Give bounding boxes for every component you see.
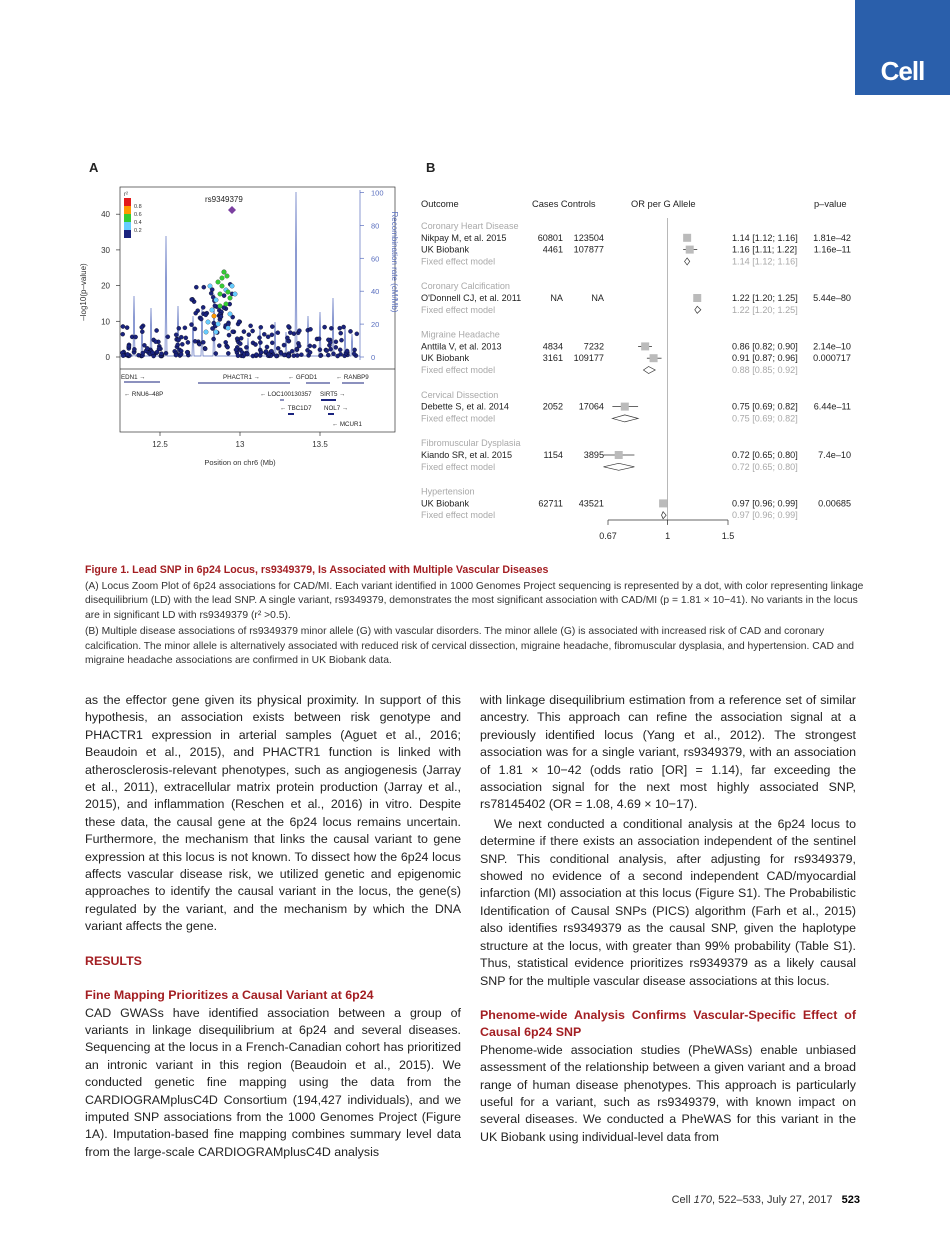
variant-point — [286, 324, 290, 328]
variant-point — [210, 308, 215, 313]
caption-b: (B) Multiple disease associations of rs9349379 minor allele (G) with vascular disorders. The minor allele (G) is associated with increased risk of CAD and coronary calcification. The minor allele is alternatively associated with reduced risk of cervical dissection, migraine headache, fibromuscular dysplasia, and hypertension. CAD and migraine headache associations are confirmed in UK Biobank data. — [85, 626, 855, 666]
variant-point — [238, 342, 242, 346]
caption-title: Figure 1. Lead SNP in 6p24 Locus, rs9349379, Is Associated with Multiple Vascular Diseases — [85, 564, 549, 576]
header-outcome: Outcome — [421, 199, 459, 209]
variant-point — [242, 330, 246, 334]
variant-point — [266, 335, 270, 339]
variant-point — [203, 347, 207, 351]
variant-point — [270, 333, 274, 337]
header-pvalue: p–value — [814, 199, 847, 209]
controls: 7232 — [583, 341, 604, 352]
group-label: Coronary Calcification — [421, 281, 510, 292]
variant-point — [265, 345, 269, 349]
variant-point — [190, 297, 194, 301]
variant-point — [121, 324, 125, 328]
paragraph: as the effector gene given its physical proximity. In support of this hypothesis, an association exists between risk genotype and PHACTR1 expression in arterial samples (Aguet et al., 2016; Beaudoin et al., 2015), and PHACTR1 function is linked with atherosclerosis-relevant phenotypes, such as angiogenesis (Jarray et al., 2011), extracellular matrix protein production (Jarray et al., 2015), and inflammation (Reschen et al., 2016) in vitro. Despite these data, the causal gene at the 6p24 locus remains uncertain. Furthermore, the mechanism that links the causal variant to gene expression at this locus is not known. To dissect how the 6p24 locus affects vascular disease risk, we utilized genetic and epigenomic approaches to identify the causal variant in the locus, the gene(s) regulated by the variant, and the mechanism by which the DNA variant affects the gene. — [85, 693, 461, 934]
variant-point — [179, 352, 183, 356]
ci-text: 0.97 [0.96; 0.99] — [732, 498, 798, 509]
variant-point — [214, 351, 218, 355]
x-axis — [152, 432, 328, 449]
variant-point — [342, 325, 346, 329]
variant-point — [184, 336, 188, 340]
variant-point — [228, 312, 233, 317]
variant-point — [244, 345, 248, 349]
variant-point — [214, 330, 219, 335]
page-footer: Cell 170, 522–533, July 27, 2017 523 — [671, 1194, 860, 1206]
controls: 43521 — [578, 498, 604, 509]
variant-point — [210, 326, 214, 330]
fixed-diamond — [662, 512, 667, 519]
variant-point — [270, 325, 274, 329]
y-tick-label: 20 — [101, 281, 110, 291]
x-tick-label: 0.67 — [599, 531, 617, 541]
lead-snp-marker — [228, 206, 236, 214]
fixed-diamond — [685, 258, 690, 265]
x-tick-label: 1.5 — [721, 531, 735, 541]
ci-text: 0.75 [0.69; 0.82] — [732, 401, 798, 412]
variant-point — [282, 343, 286, 347]
variant-point — [201, 340, 205, 344]
variant-point — [299, 353, 303, 357]
svg-text:r²: r² — [124, 192, 128, 198]
variant-point — [318, 354, 322, 358]
variant-point — [276, 331, 280, 335]
x-tick-label: 1 — [665, 531, 671, 541]
variant-point — [338, 326, 342, 330]
x-label: Position on chr6 (Mb) — [204, 458, 276, 467]
variant-point — [213, 304, 217, 308]
fixed-diamond — [612, 415, 638, 422]
variant-point — [121, 354, 125, 358]
variant-point — [336, 354, 340, 358]
variant-point — [225, 274, 230, 279]
figure-caption — [85, 563, 867, 671]
study-square — [615, 451, 623, 459]
y-right-tick-label: 0 — [371, 353, 376, 362]
cases: 2052 — [542, 401, 563, 412]
y-right-tick-label: 20 — [371, 320, 380, 330]
cases: 60801 — [537, 232, 563, 243]
variant-point — [290, 349, 294, 353]
variant-point — [176, 343, 180, 347]
svg-text:0.6: 0.6 — [134, 212, 142, 218]
fixed-ci-text: 0.88 [0.85; 0.92] — [732, 365, 798, 375]
gene-label: ← RANBP9 — [336, 374, 369, 381]
variant-point — [226, 326, 231, 331]
variant-point — [204, 313, 208, 317]
variant-point — [220, 284, 225, 289]
variant-point — [216, 280, 221, 285]
y-tick-label: 40 — [101, 210, 110, 220]
variant-point — [194, 311, 198, 315]
variant-point — [258, 340, 262, 344]
variant-point — [166, 335, 170, 339]
fixed-ci-text: 0.75 [0.69; 0.82] — [732, 413, 798, 424]
y-right-tick-label: 40 — [371, 287, 380, 297]
variant-point — [318, 348, 322, 352]
variant-point — [155, 328, 159, 332]
fixed-label: Fixed effect model — [421, 510, 496, 521]
locus-zoom-plot — [80, 182, 420, 472]
variant-point — [292, 354, 296, 358]
fixed-diamond — [643, 367, 655, 374]
ci-text: 1.16 [1.11; 1.22] — [732, 244, 798, 255]
p-value: 2.14e–10 — [813, 341, 851, 352]
group-label: Cervical Dissection — [421, 389, 499, 400]
variant-points — [120, 270, 359, 358]
fixed-ci-text: 1.14 [1.12; 1.16] — [732, 256, 798, 267]
variant-point — [164, 351, 168, 355]
y-right-tick-label: 100 — [371, 188, 384, 198]
variant-point — [312, 344, 316, 348]
variant-point — [202, 285, 206, 289]
variant-point — [214, 298, 219, 303]
variant-point — [325, 349, 329, 353]
variant-point — [159, 352, 163, 356]
variant-point — [209, 291, 213, 295]
variant-point — [222, 294, 226, 298]
fixed-ci-text: 0.72 [0.65; 0.80] — [732, 461, 798, 472]
variant-point — [262, 332, 266, 336]
variant-point — [204, 330, 209, 335]
variant-point — [231, 330, 235, 334]
variant-point — [355, 332, 359, 336]
forest-plot — [418, 190, 868, 552]
variant-point — [194, 285, 198, 289]
gene-label: ← GFOD1 — [288, 374, 318, 381]
variant-point — [183, 326, 187, 330]
p-value: 7.4e–10 — [818, 450, 851, 460]
variant-point — [233, 292, 238, 297]
variant-point — [218, 304, 223, 309]
variant-point — [254, 353, 258, 357]
group-label: Hypertension — [421, 486, 475, 497]
variant-point — [174, 353, 178, 357]
svg-text:0.4: 0.4 — [134, 220, 142, 226]
y-right-label: Recombination rate (cM/Mb) — [390, 211, 399, 313]
study-label: Kiando SR, et al. 2015 — [421, 450, 512, 460]
study-square — [686, 246, 694, 254]
gene-label: PHACTR1 → — [223, 374, 260, 381]
variant-point — [353, 348, 357, 352]
left-column — [85, 692, 461, 1161]
variant-point — [308, 350, 312, 354]
results-heading: RESULTS — [85, 953, 142, 968]
variant-point — [125, 352, 129, 356]
variant-point — [151, 351, 155, 355]
ci-text: 1.14 [1.12; 1.16] — [732, 232, 798, 243]
variant-point — [259, 350, 263, 354]
variant-point — [197, 342, 201, 346]
variant-point — [295, 347, 299, 351]
variant-point — [142, 343, 146, 347]
variant-point — [247, 333, 251, 337]
study-square — [693, 294, 701, 302]
study-square — [683, 234, 691, 242]
page-number: 523 — [841, 1194, 860, 1206]
variant-point — [230, 284, 235, 289]
variant-point — [329, 326, 333, 330]
fixed-label: Fixed effect model — [421, 365, 496, 375]
cases: 4834 — [542, 341, 563, 352]
cases: 3161 — [542, 353, 563, 364]
gene-label: ← MCUR1 — [332, 421, 362, 428]
ci-text: 1.22 [1.20; 1.25] — [732, 293, 798, 303]
variant-point — [352, 352, 356, 356]
p-value: 5.44e–80 — [813, 293, 851, 303]
study-square — [659, 499, 667, 507]
variant-point — [220, 276, 225, 281]
caption-a: (A) Locus Zoom Plot of 6p24 associations for CAD/MI. Each variant identified in 1000 Genomes Project sequencing is represented by a dot, with color representing linkage disequilibrium (LD) with the lead SNP. A single variant, rs9349379, demonstrates the most significant association with CAD/MI (p = 1.81 × 10−41). No variants in the locus are in significant LD with rs9349379 (r² >0.5). — [85, 580, 864, 621]
variant-point — [287, 339, 291, 343]
fixed-label: Fixed effect model — [421, 256, 496, 267]
variant-point — [348, 329, 352, 333]
y-tick-label: 0 — [105, 353, 110, 362]
variant-point — [228, 296, 233, 301]
variant-point — [308, 327, 312, 331]
variant-point — [177, 338, 181, 342]
gene-label: ← LOC100130357 — [260, 391, 312, 398]
fixed-ci-text: 0.97 [0.96; 0.99] — [732, 510, 798, 521]
header-or: OR per G Allele — [631, 199, 696, 209]
variant-point — [334, 345, 338, 349]
variant-point — [249, 324, 253, 328]
variant-point — [270, 341, 274, 345]
paragraph: CAD GWASs have identified association between a group of variants in linkage disequilibrium at 6p24 and several diseases. Sequencing at the locus in a French-Canadian cohort has prioritized an intronic variant in this region (Beaudoin et al., 2015). We conducted genetic fine mapping using the data from the CARDIOGRAMplusC4D Consortium (194,427 individuals), and we imputed SNP associations from the 1000 Genomes Project (Figure 1A). Imputation-based fine mapping combines summary level data from the large-scale CARDIOGRAMplusC4D analysis — [85, 1005, 461, 1159]
variant-point — [121, 332, 125, 336]
p-value: 6.44e–11 — [813, 401, 851, 412]
variant-point — [338, 348, 342, 352]
gene-label: NOL7 → — [324, 405, 349, 412]
x-tick-label: 13.5 — [312, 440, 328, 449]
controls: 123504 — [573, 232, 604, 243]
study-square — [641, 342, 649, 350]
variant-point — [134, 335, 138, 339]
fixed-label: Fixed effect model — [421, 304, 496, 315]
variant-point — [331, 352, 335, 356]
subsection-heading: Phenome-wide Analysis Confirms Vascular-Specific Effect of Causal 6p24 SNP — [480, 1007, 856, 1040]
variant-point — [237, 320, 241, 324]
fixed-ci-text: 1.22 [1.20; 1.25] — [732, 304, 798, 315]
variant-point — [226, 345, 230, 349]
study-label: UK Biobank — [421, 353, 470, 364]
controls: 3895 — [583, 450, 604, 460]
variant-point — [208, 284, 213, 289]
controls: NA — [591, 293, 604, 303]
variant-point — [339, 331, 343, 335]
fixed-diamond — [695, 306, 701, 313]
variant-point — [154, 340, 158, 344]
right-column — [480, 692, 856, 1146]
variant-point — [140, 330, 144, 334]
variant-point — [127, 344, 131, 348]
variant-point — [259, 325, 263, 329]
x-tick-label: 12.5 — [152, 440, 168, 449]
variant-point — [339, 338, 343, 342]
study-label: O'Donnell CJ, et al. 2011 — [421, 293, 522, 303]
ci-text: 0.91 [0.87; 0.96] — [732, 353, 798, 364]
variant-point — [253, 342, 257, 346]
study-label: UK Biobank — [421, 498, 470, 509]
variant-point — [193, 339, 197, 343]
variant-point — [286, 354, 290, 358]
y-tick-label: 10 — [101, 317, 110, 327]
gene-label: EDN1 → — [121, 374, 146, 381]
header-cases-controls: Cases Controls — [532, 199, 596, 209]
variant-point — [226, 351, 230, 355]
paragraph: We next conducted a conditional analysis at the 6p24 locus to determine if there exists an association independent of the sentinel SNP. This conditional analysis, after adjusting for rs9349379, showed no evidence of a second independent CAD/myocardial infarction (MI) association at this locus (Figure S1). The Probabilistic Identification of Causal SNPs (PICS) algorithm (Farh et al., 2015) also identifies rs9349379 as the causal SNP, given the haplotype structure at the locus, with greater than 99% probability (Table S1). Thus, statistical evidence prioritizes rs9349379 as a likely causal SNP for the multiple vascular disease associations at this locus. — [480, 816, 856, 988]
variant-point — [155, 350, 159, 354]
gene-label: SIRT5 → — [320, 391, 346, 398]
variant-point — [236, 354, 240, 358]
study-label: Debette S, et al. 2014 — [421, 401, 509, 412]
p-value: 0.00685 — [818, 498, 851, 509]
panel-b-label: B — [426, 160, 436, 175]
ci-text: 0.72 [0.65; 0.80] — [732, 450, 798, 460]
variant-point — [185, 350, 189, 354]
cases: 4461 — [542, 244, 563, 255]
study-square — [650, 354, 658, 362]
cases: NA — [550, 293, 563, 303]
panel-a-label: A — [89, 160, 99, 175]
variant-point — [201, 305, 205, 309]
variant-point — [234, 348, 238, 352]
variant-point — [199, 317, 203, 321]
variant-point — [177, 326, 181, 330]
gene-label: ← TBC1D7 — [280, 405, 312, 412]
variant-point — [212, 337, 216, 341]
group-label: Coronary Heart Disease — [421, 221, 519, 231]
variant-point — [193, 327, 197, 331]
fixed-label: Fixed effect model — [421, 413, 496, 424]
paragraph: with linkage disequilibrium estimation from a reference set of similar ancestry. This approach can refine the association signal at a previously identified locus (Yang et al., 2012). The strongest association was for a single variant, rs9349379, with an association of 1.81 × 10−42 (odds ratio [OR] = 1.14), far exceeding the association signal for the next most highly associated SNP, rs78145402 (OR = 1.08, 4.69 × 10−17). — [480, 693, 856, 812]
variant-point — [174, 333, 178, 337]
svg-text:0.8: 0.8 — [134, 204, 142, 210]
y-right-axis — [360, 189, 384, 363]
study-square — [621, 403, 629, 411]
variant-point — [269, 349, 273, 353]
cases: 1154 — [543, 450, 563, 460]
ld-legend — [124, 192, 142, 238]
y-tick-label: 30 — [101, 245, 110, 255]
variant-point — [206, 320, 211, 325]
variant-point — [317, 337, 321, 341]
controls: 107877 — [573, 244, 604, 255]
subsection-heading: Fine Mapping Prioritizes a Causal Variant at 6p24 — [85, 988, 374, 1003]
variant-point — [326, 353, 330, 357]
variant-point — [218, 292, 223, 297]
variant-point — [180, 342, 184, 346]
variant-point — [125, 326, 129, 330]
controls: 109177 — [573, 353, 604, 364]
variant-point — [239, 336, 243, 340]
variant-point — [308, 344, 312, 348]
variant-point — [226, 290, 231, 295]
p-value: 1.16e–11 — [813, 244, 851, 255]
cases: 62711 — [538, 498, 563, 509]
gene-track — [121, 374, 369, 428]
variant-point — [235, 337, 239, 341]
variant-point — [251, 329, 255, 333]
variant-point — [189, 323, 193, 327]
y-left-label: –log10(p–value) — [79, 263, 88, 321]
controls: 17064 — [578, 401, 604, 412]
variant-point — [217, 344, 221, 348]
y-right-tick-label: 80 — [371, 221, 380, 231]
variant-point — [132, 347, 136, 351]
study-label: Anttila V, et al. 2013 — [421, 341, 502, 352]
variant-point — [282, 353, 286, 357]
ci-text: 0.86 [0.82; 0.90] — [732, 341, 798, 352]
p-value: 0.000717 — [813, 353, 851, 364]
gene-label: ← RNU6–48P — [124, 391, 164, 398]
variant-point — [345, 349, 349, 353]
variant-point — [222, 270, 227, 275]
variant-point — [329, 347, 333, 351]
paragraph: Phenome-wide association studies (PheWASs) enable unbiased assessment of the relationship between a given variant and a broad range of human disease phenotypes. This approach is particularly useful for a variant, such as rs9349379, with known impact on several diseases. We conducted a PheWAS for this variant in the UK Biobank using individual-level data from — [480, 1042, 856, 1144]
svg-text:0.2: 0.2 — [134, 228, 142, 234]
lead-snp-label: rs9349379 — [205, 195, 243, 204]
variant-point — [137, 353, 141, 357]
variant-point — [323, 325, 327, 329]
variant-point — [274, 354, 278, 358]
variant-point — [219, 315, 223, 319]
variant-point — [140, 325, 144, 329]
variant-point — [216, 322, 221, 327]
study-label: Nikpay M, et al. 2015 — [421, 232, 507, 243]
group-label: Migraine Headache — [421, 329, 500, 340]
p-value: 1.81e–42 — [813, 232, 851, 243]
variant-point — [245, 352, 249, 356]
y-right-tick-label: 60 — [371, 254, 380, 264]
variant-point — [326, 338, 330, 342]
group-label: Fibromuscular Dysplasia — [421, 438, 521, 449]
fixed-label: Fixed effect model — [421, 461, 496, 472]
fixed-diamond — [603, 463, 634, 470]
variant-point — [212, 314, 217, 319]
x-tick-label: 13 — [235, 440, 245, 449]
variant-point — [276, 346, 280, 350]
variant-point — [224, 302, 229, 307]
variant-point — [227, 333, 231, 337]
variant-point — [257, 336, 261, 340]
journal-logo: Cell — [855, 0, 950, 95]
variant-point — [334, 340, 338, 344]
study-label: UK Biobank — [421, 244, 470, 255]
variant-point — [297, 329, 301, 333]
variant-point — [288, 331, 292, 335]
forest-x-axis — [599, 218, 734, 541]
y-left-axis — [101, 210, 120, 362]
variant-point — [186, 340, 190, 344]
